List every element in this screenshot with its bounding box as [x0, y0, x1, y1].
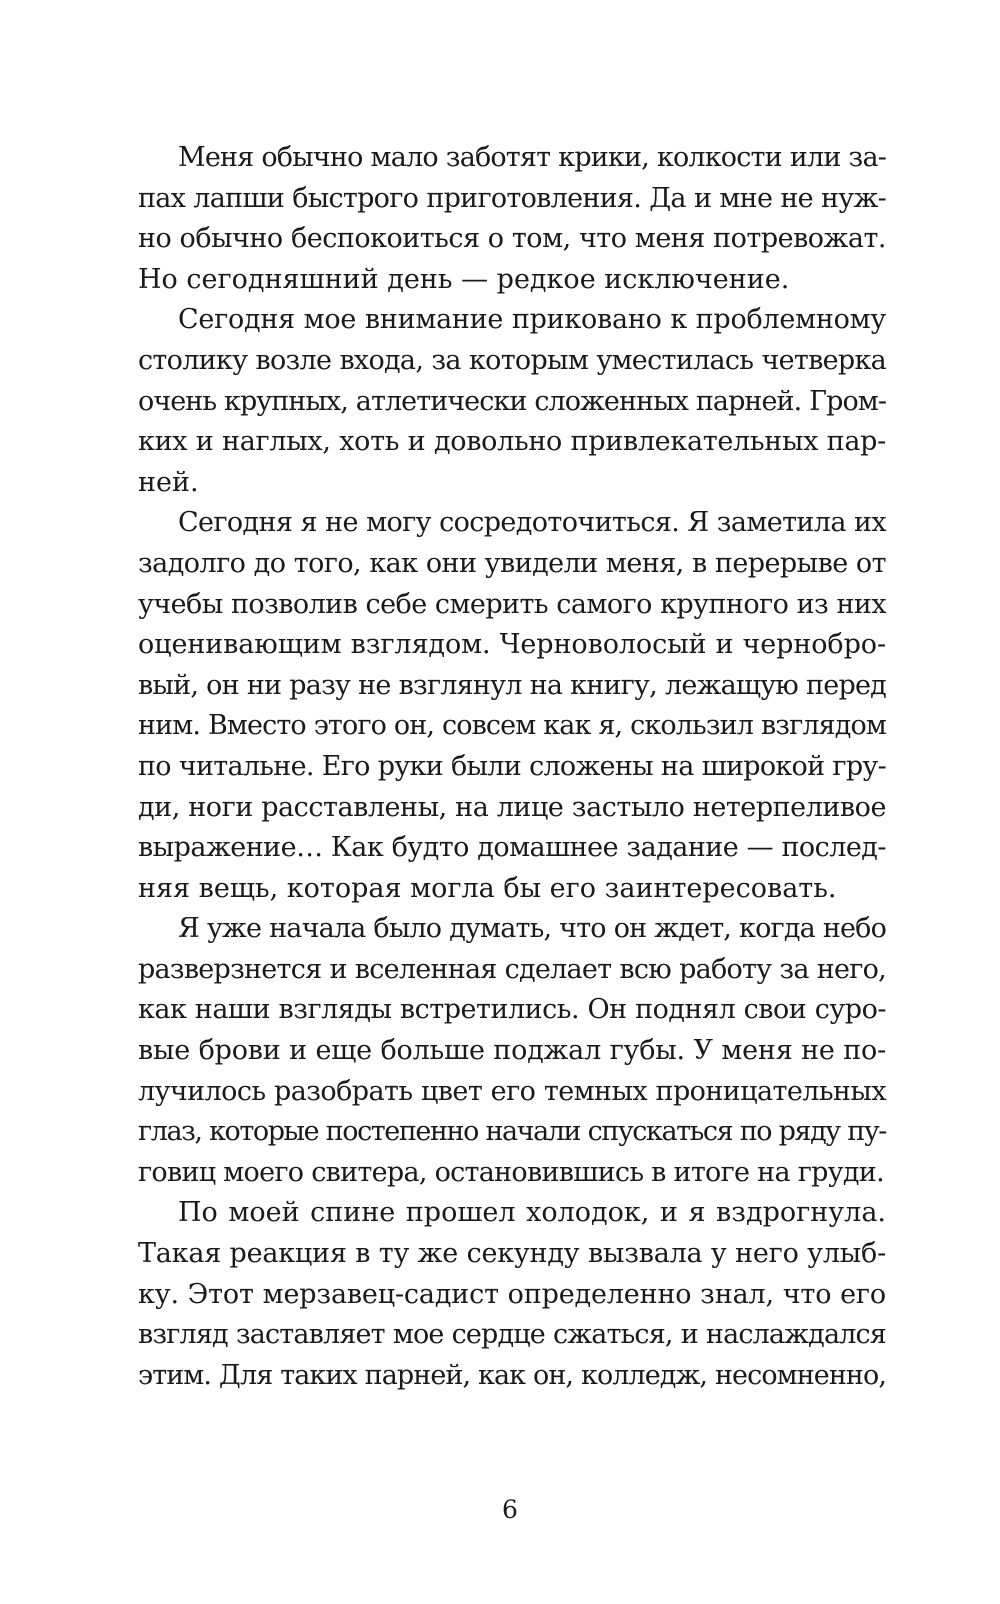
text-line: лучилось разобрать цвет его темных проницательных — [138, 1075, 886, 1107]
body-text — [138, 138, 886, 1396]
text-line: пах лапши быстрого приготовления. Да и мне не нуж- — [138, 182, 886, 214]
text-line: ди, ноги расставлены, на лице застыло нетерпеливое — [138, 791, 886, 823]
page-number: 6 — [502, 1495, 518, 1524]
text-line: вый, он ни разу не взглянул на книгу, лежащую перед — [138, 669, 886, 701]
text-line: очень крупных, атлетически сложенных парней. Гром- — [138, 385, 886, 417]
text-line: По моей спине прошел холодок, и я вздрогнула. — [178, 1197, 886, 1229]
text-line: как наши взгляды встретились. Он поднял свои суро- — [138, 994, 886, 1026]
text-line: по читальне. Его руки были сложены на широкой гру- — [138, 750, 886, 782]
text-line: Но сегодняшний день — редкое исключение. — [138, 263, 790, 295]
text-line: Такая реакция в ту же секунду вызвала у него улыб- — [138, 1238, 886, 1270]
text-line: ких и наглых, хоть и довольно привлекательных пар- — [138, 426, 886, 458]
text-line: но обычно беспокоиться о том, что меня потревожат. — [138, 223, 886, 255]
text-line: ней. — [138, 466, 199, 498]
text-line: ним. Вместо этого он, совсем как я, скользил взглядом — [138, 710, 886, 742]
text-line: разверзнется и вселенная сделает всю работу за него, — [138, 953, 886, 985]
text-line: столику возле входа, за которым уместилась четверка — [138, 344, 886, 376]
text-line: Сегодня мое внимание приковано к проблемному — [178, 304, 886, 336]
text-line: взгляд заставляет мое сердце сжаться, и наслаждался — [138, 1319, 886, 1351]
text-line: оценивающим взглядом. Черноволосый и чернобро- — [138, 629, 886, 661]
text-line: учебы позволив себе смерить самого крупного из них — [138, 588, 886, 620]
text-line: говиц моего свитера, остановившись в итоге на груди. — [138, 1156, 884, 1188]
text-line: ку. Этот мерзавец-садист определенно знал, что его — [138, 1278, 886, 1310]
text-line: няя вещь, которая могла бы его заинтересовать. — [138, 872, 837, 904]
text-line: глаз, которые постепенно начали спускаться по ряду пу- — [138, 1116, 886, 1148]
text-line: задолго до того, как они увидели меня, в перерыве от — [138, 547, 886, 579]
text-line: вые брови и еще больше поджал губы. У меня не по- — [138, 1035, 886, 1067]
text-line: выражение… Как будто домашнее задание — послед- — [138, 832, 886, 864]
text-line: Меня обычно мало заботят крики, колкости или за- — [178, 142, 886, 173]
text-line: Сегодня я не могу сосредоточиться. Я заметила их — [178, 507, 886, 539]
text-line: Я уже начала было думать, что он ждет, когда небо — [178, 913, 886, 945]
text-line: этим. Для таких парней, как он, колледж, несомненно, — [138, 1359, 886, 1391]
